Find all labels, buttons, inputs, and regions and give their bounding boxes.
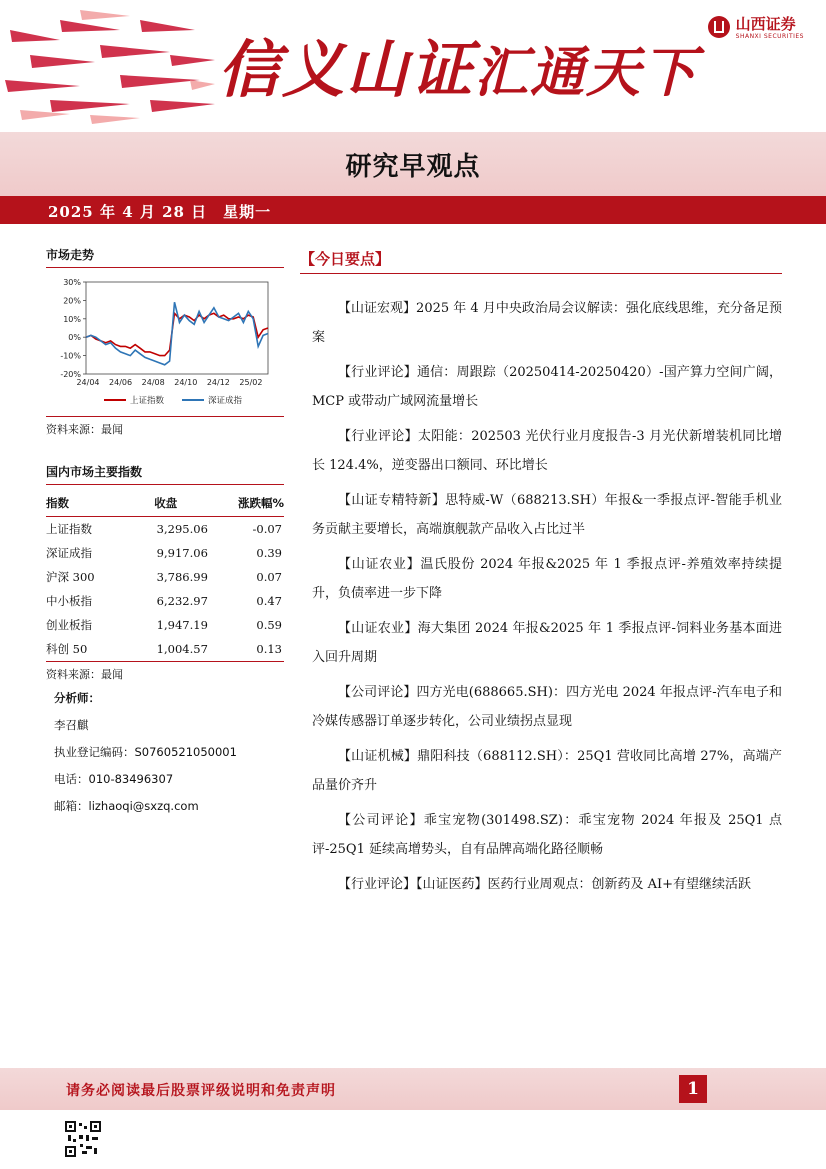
index-change: 0.07 xyxy=(256,570,282,584)
header-banner xyxy=(0,0,826,132)
col-header-change: 涨跌幅% xyxy=(210,491,284,517)
analyst-email[interactable]: 邮箱：lizhaoqi@sxzq.com xyxy=(54,799,199,813)
analyst-heading: 分析师： xyxy=(54,691,100,705)
table-row xyxy=(46,637,284,662)
index-name: 沪深 300 xyxy=(46,570,95,584)
index-name: 科创 50 xyxy=(46,637,124,662)
col-header-index: 指数 xyxy=(46,491,124,517)
index-change: 0.47 xyxy=(256,594,282,608)
market-section-title: 市场走势 xyxy=(46,246,284,268)
table-row xyxy=(46,613,284,637)
table-row xyxy=(46,589,284,613)
index-close: 9,917.06 xyxy=(156,546,208,560)
logo-cn: 山西证券 xyxy=(735,15,796,33)
key-point-item[interactable]: 【山证农业】温氏股份 2024 年报&2025 年 1 季报点评-养殖效率持续提升，负债率进一步下降 xyxy=(312,557,782,601)
key-points xyxy=(300,248,782,905)
index-close: 6,232.97 xyxy=(156,594,208,608)
legend-label: 深证成指 xyxy=(208,396,243,406)
key-point-item[interactable]: 【行业评论】太阳能：202503 光伏行业月度报告-3 月光伏新增装机同比增长 124.4%，逆变器出口额同、环比增长 xyxy=(312,429,782,473)
x-tick-label: 24/06 xyxy=(109,378,133,387)
key-point-item[interactable]: 【行业评论】通信：周跟踪（20250414-20250420）-国产算力空间广阔，MCP 或带动广域网流量增长 xyxy=(312,365,782,409)
analyst-info xyxy=(46,690,284,825)
key-points-title: 【今日要点】 xyxy=(300,248,782,274)
x-tick-label: 25/02 xyxy=(239,378,263,387)
logo-en: SHANXI SECURITIES xyxy=(735,33,804,40)
indices-section-title: 国内市场主要指数 xyxy=(46,463,284,485)
analyst-phone: 电话：010-83496307 xyxy=(54,772,174,786)
indices-table xyxy=(46,491,284,662)
slogan-big: 信义山证 xyxy=(218,33,475,106)
index-close: 3,295.06 xyxy=(156,522,208,536)
index-name: 创业板指 xyxy=(46,618,92,632)
slogan xyxy=(218,20,698,109)
key-point-item[interactable]: 【山证专精特新】思特威-W（688213.SH）年报&一季报点评-智能手机业务贡献主要增长，高端旗舰款产品收入占比过半 xyxy=(312,493,782,537)
index-name: 中小板指 xyxy=(46,594,92,608)
slogan-small: 汇通天下 xyxy=(474,40,699,104)
x-tick-label: 24/08 xyxy=(141,378,165,387)
x-tick-label: 24/12 xyxy=(206,378,230,387)
title-bar xyxy=(0,132,826,196)
analyst-reg: 执业登记编码：S0760521050001 xyxy=(54,745,237,759)
index-change: 0.13 xyxy=(210,637,284,662)
y-tick-label: 20% xyxy=(63,296,81,306)
legend-label: 上证指数 xyxy=(130,396,165,406)
index-name: 深证成指 xyxy=(46,546,92,560)
y-tick-label: 0% xyxy=(68,333,81,343)
plot-frame xyxy=(86,282,268,374)
page-number: 1 xyxy=(679,1075,707,1103)
key-point-item[interactable]: 【公司评论】四方光电(688665.SH)：四方光电 2024 年报点评-汽车电子和冷媒传感器订单逐步转化，公司业绩拐点显现 xyxy=(312,685,782,729)
index-change: 0.59 xyxy=(256,618,282,632)
index-name: 上证指数 xyxy=(46,522,92,536)
market-chart xyxy=(46,274,284,414)
y-tick-label: 30% xyxy=(63,278,81,287)
x-tick-label: 24/04 xyxy=(76,378,100,387)
table-row xyxy=(46,517,284,542)
indices-header-row xyxy=(46,491,284,517)
y-tick-label: -20% xyxy=(60,370,81,379)
key-point-item[interactable]: 【行业评论】【山证医药】医药行业周观点：创新药及 AI+有望继续活跃 xyxy=(338,877,752,892)
report-date: 2025 年 4 月 28 日 星期一 xyxy=(48,203,272,221)
series-line-2 xyxy=(86,302,268,365)
index-close: 1,947.19 xyxy=(156,618,208,632)
table-row xyxy=(46,541,284,565)
x-tick-label: 24/10 xyxy=(174,378,198,387)
col-header-close: 收盘 xyxy=(124,491,210,517)
footer-bar xyxy=(0,1068,826,1110)
company-logo xyxy=(708,14,804,40)
index-close: 1,004.57 xyxy=(124,637,210,662)
table-row xyxy=(46,565,284,589)
index-close: 3,786.99 xyxy=(156,570,208,584)
disclaimer-notice[interactable]: 请务必阅读最后股票评级说明和免责声明 xyxy=(66,1083,336,1099)
logo-mark-icon xyxy=(708,16,730,38)
left-column xyxy=(46,246,284,825)
indices-source: 资料来源：最闻 xyxy=(46,668,123,681)
page-title: 研究早观点 xyxy=(345,152,481,182)
y-tick-label: -10% xyxy=(60,351,81,361)
key-point-item[interactable]: 【山证机械】鼎阳科技（688112.SH）：25Q1 营收同比高增 27%，高端产品量价齐升 xyxy=(312,749,782,793)
index-change: -0.07 xyxy=(252,522,282,536)
date-bar xyxy=(0,196,826,224)
analyst-name: 李召麒 xyxy=(54,718,89,732)
index-change: 0.39 xyxy=(256,546,282,560)
y-tick-label: 10% xyxy=(63,314,81,324)
market-source: 资料来源：最闻 xyxy=(46,416,284,437)
key-point-item[interactable]: 【山证农业】海大集团 2024 年报&2025 年 1 季报点评-饲料业务基本面进入回升周期 xyxy=(312,621,782,665)
qr-code-icon xyxy=(64,1120,102,1158)
key-point-item[interactable]: 【山证宏观】2025 年 4 月中央政治局会议解读：强化底线思维，充分备足预案 xyxy=(312,301,782,345)
key-point-item[interactable]: 【公司评论】乖宝宠物(301498.SZ)：乖宝宠物 2024 年报及 25Q1 点评-25Q1 延续高增势头，自有品牌高端化路径顺畅 xyxy=(312,813,782,857)
series-line-1 xyxy=(86,313,268,355)
